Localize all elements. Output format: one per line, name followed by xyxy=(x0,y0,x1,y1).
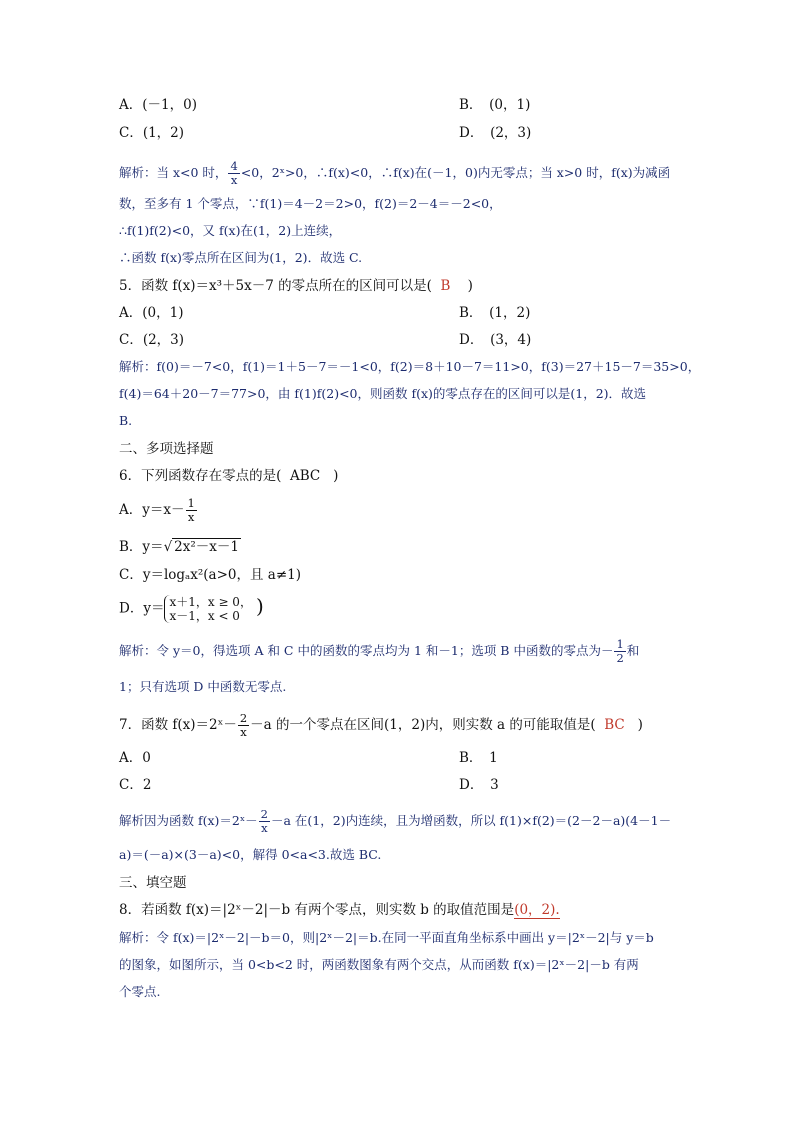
q4-option-a: A．(－1，0) xyxy=(119,97,197,113)
q5-answer: B xyxy=(440,278,451,294)
q5-solution-line-2: f(4)＝64＋20－7＝77>0，由 f(1)f(2)<0，则函数 f(x)的零点存在的区间可以是(1，2)．故选 xyxy=(119,386,647,401)
section-heading-fill-in: 三、填空题 xyxy=(119,875,187,891)
q5-option-b: B． (1，2) xyxy=(459,305,531,321)
fraction: $\frac{1}{2}$ xyxy=(616,637,624,665)
q4-solution-line-3: ∴f(1)f(2)<0，又 f(x)在(1，2)上连续， xyxy=(119,223,342,238)
q5-option-a: A．(0，1) xyxy=(119,305,184,321)
q7-option-d: D． 3 xyxy=(459,777,499,793)
fraction: $\frac{2}{x}$ xyxy=(239,711,248,739)
q6-option-d: D．y＝ x＋1，x ≥ 0， x－1，x < 0 ) xyxy=(119,593,264,623)
q8-solution-line-2: 的图象，如图所示，当 0<b<2 时，两函数图象有两个交点，从而函数 f(x)＝|2ˣ－2|－b 有两 xyxy=(119,957,639,972)
q5-option-c: C．(2，3) xyxy=(119,332,185,348)
q5-solution-line-1: 解析：f(0)＝－7<0，f(1)＝1＋5－7＝－1<0，f(2)＝8＋10－7＝11>0，f(3)＝27＋15－7＝35>0， xyxy=(119,359,701,374)
piecewise-brace: x＋1，x ≥ 0， x－1，x < 0 xyxy=(164,595,252,623)
radical-sign: √ xyxy=(163,539,173,555)
q7-answer: BC xyxy=(604,717,625,733)
q8-solution-line-3: 个零点. xyxy=(119,984,161,999)
q6-option-c: C．y＝logₐx²(a>0，且 a≠1) xyxy=(119,567,301,583)
q6-stem: 6．下列函数存在零点的是( ABC ) xyxy=(119,468,339,484)
q6-option-a: A．y＝x－ $\frac{1}{x}$ xyxy=(119,496,195,524)
q8-solution-line-1: 解析：令 f(x)＝|2ˣ－2|－b＝0，则|2ˣ－2|＝b.在同一平面直角坐标系中画出 y＝|2ˣ－2|与 y＝b xyxy=(119,930,654,945)
fraction: $\frac{4}{x}$ xyxy=(230,159,238,187)
q4-option-d: D． (2，3) xyxy=(459,125,532,141)
q5-stem: 5．函数 f(x)＝x³＋5x－7 的零点所在的区间可以是( B ) xyxy=(119,278,473,294)
q7-option-c: C．2 xyxy=(119,777,152,793)
q4-solution-line-4: ∴函数 f(x)零点所在区间为(1，2)．故选 C. xyxy=(119,250,363,265)
fraction: $\frac{2}{x}$ xyxy=(260,807,268,835)
q8-answer: (0，2). xyxy=(514,902,560,918)
q6-answer: ABC xyxy=(289,468,321,484)
q5-option-d: D． (3，4) xyxy=(459,332,532,348)
q4-solution-line-1: 解析：当 x<0 时， $\frac{4}{x}$ <0，2ˣ>0，∴f(x)<0，∴f(x)在(－1，0)内无零点；当 x>0 时，f(x)为减函 xyxy=(119,159,671,187)
q7-stem: 7．函数 f(x)＝2ˣ－ $\frac{2}{x}$ －a 的一个零点在区间(1，2)内，则实数 a 的可能取值是( BC ) xyxy=(119,711,643,739)
q7-solution-line-2: a)＝(－a)×(3－a)<0，解得 0<a<3.故选 BC. xyxy=(119,847,382,862)
q4-option-b: B． (0，1) xyxy=(459,97,531,113)
q7-solution-line-1: 解析因为函数 f(x)＝2ˣ－ $\frac{2}{x}$ －a 在(1，2)内连续，且为增函数，所以 f(1)×f(2)＝(2－2－a)(4－1－ xyxy=(119,807,672,835)
fraction: $\frac{1}{x}$ xyxy=(187,496,195,524)
q5-solution-line-3: B. xyxy=(119,413,133,428)
q4-solution-line-2: 数，至多有 1 个零点，∵f(1)＝4－2＝2>0，f(2)＝2－4＝－2<0， xyxy=(119,196,502,211)
q6-solution-line-2: 1；只有选项 D 中函数无零点. xyxy=(119,679,287,694)
section-heading-multiple-choice: 二、多项选择题 xyxy=(119,441,214,457)
q8-stem: 8．若函数 f(x)＝|2ˣ－2|－b 有两个零点，则实数 b 的取值范围是(0，2). xyxy=(119,902,560,918)
q7-option-b: B． 1 xyxy=(459,750,498,766)
q6-solution-line-1: 解析：令 y＝0，得选项 A 和 C 中的函数的零点均为 1 和－1；选项 B 中函数的零点为－ $\frac{1}{2}$ 和 xyxy=(119,637,640,665)
q6-option-b: B．y＝√ 2x²－x－1 xyxy=(119,539,239,555)
q4-option-c: C．(1，2) xyxy=(119,125,185,141)
q7-option-a: A．0 xyxy=(119,750,151,766)
